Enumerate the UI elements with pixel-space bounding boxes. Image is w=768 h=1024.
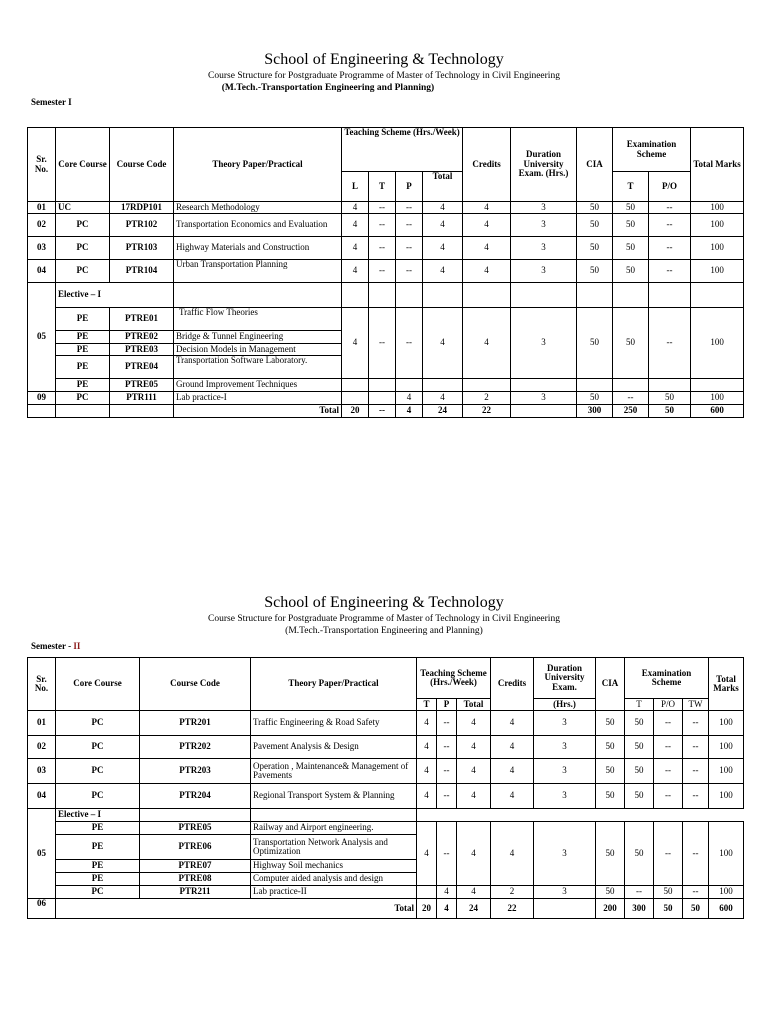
duration-cell: 3 xyxy=(534,711,596,736)
semester-prefix: Semester - xyxy=(31,641,74,651)
table-row xyxy=(28,886,744,899)
exam-t-cell: -- xyxy=(613,392,649,405)
elective-name: Bridge & Tunnel Engineering xyxy=(174,331,342,344)
sr-cell: 09 xyxy=(28,392,56,405)
elective-core: PE xyxy=(56,308,110,331)
header-duration: Duration University Exam. xyxy=(534,658,596,699)
code-cell: PTR104 xyxy=(110,260,174,283)
elective-code: PTRE03 xyxy=(110,344,174,356)
duration-cell: 3 xyxy=(511,260,577,283)
credits-cell: 4 xyxy=(491,711,534,736)
header-teaching: Teaching Scheme (Hrs./Week) xyxy=(417,658,491,699)
sr-cell: 04 xyxy=(28,260,56,283)
exam-t-cell: 50 xyxy=(625,759,654,784)
header-total: Total xyxy=(457,699,491,711)
exam-tw-cell: -- xyxy=(683,759,709,784)
marks-cell: 100 xyxy=(709,711,744,736)
core-cell: PC xyxy=(56,237,110,260)
duration-cell: 3 xyxy=(511,202,577,214)
t-cell: -- xyxy=(369,202,396,214)
duration-cell: 3 xyxy=(534,759,596,784)
page2-title: School of Engineering & Technology xyxy=(264,594,504,611)
header-sr: Sr. No. xyxy=(28,128,56,202)
header-credits: Credits xyxy=(491,658,534,711)
credits-cell: 4 xyxy=(463,237,511,260)
p-cell: 4 xyxy=(437,886,457,899)
header-teaching: Teaching Scheme (Hrs./Week) xyxy=(342,128,463,172)
credits-cell: 4 xyxy=(491,759,534,784)
total-cell: 4 xyxy=(457,711,491,736)
core-cell: UC xyxy=(56,202,110,214)
exam-po-cell: -- xyxy=(654,736,683,759)
course-name: Highway Materials and Construction xyxy=(174,237,342,260)
p-cell: -- xyxy=(437,736,457,759)
elective-label: Elective – I xyxy=(56,809,140,822)
t-cell: 4 xyxy=(417,736,437,759)
elective-code: PTRE02 xyxy=(110,331,174,344)
elective-marks: 100 xyxy=(709,822,744,886)
elective-name: Traffic Flow Theories xyxy=(174,308,342,331)
marks-cell: 100 xyxy=(709,886,744,899)
totals-t: 20 xyxy=(417,899,437,919)
core-cell: PC xyxy=(56,736,140,759)
duration-cell: 3 xyxy=(511,392,577,405)
elective-l: 4 xyxy=(342,308,369,379)
code-cell: PTR103 xyxy=(110,237,174,260)
exam-po-cell: -- xyxy=(654,759,683,784)
t-cell: 4 xyxy=(417,711,437,736)
credits-cell: 4 xyxy=(463,202,511,214)
course-name: Regional Transport System & Planning xyxy=(251,784,417,809)
totals-p: 4 xyxy=(396,405,423,418)
l-cell: 4 xyxy=(342,237,369,260)
exam-t-cell: 50 xyxy=(613,237,649,260)
exam-t-cell: 50 xyxy=(613,214,649,237)
credits-cell: 4 xyxy=(463,260,511,283)
elective-t: 4 xyxy=(417,822,437,886)
elective-core: PE xyxy=(56,356,110,379)
core-cell: PC xyxy=(56,392,110,405)
elective-total: 4 xyxy=(423,308,463,379)
page2-subtitle: Course Structure for Postgraduate Programme of Master of Technology in Civil Engineering xyxy=(208,614,560,624)
header-code: Course Code xyxy=(110,128,174,202)
cia-cell: 50 xyxy=(577,392,613,405)
header-theory: Theory Paper/Practical xyxy=(174,128,342,202)
header-total-marks: Total Marks xyxy=(691,128,744,202)
course-name: Lab practice-II xyxy=(251,886,417,899)
totals-exam-po: 50 xyxy=(649,405,691,418)
l-cell: 4 xyxy=(342,260,369,283)
core-cell: PC xyxy=(56,784,140,809)
table-row xyxy=(28,392,744,405)
elective-core: PE xyxy=(56,331,110,344)
exam-po-cell: 50 xyxy=(654,886,683,899)
exam-tw-cell: -- xyxy=(683,886,709,899)
header-t: T xyxy=(417,699,437,711)
exam-t-cell: 50 xyxy=(613,202,649,214)
marks-cell: 100 xyxy=(691,237,744,260)
totals-t: -- xyxy=(369,405,396,418)
semester2-table xyxy=(27,657,744,919)
header-l: L xyxy=(342,172,369,202)
elective-cia: 50 xyxy=(577,308,613,379)
l-cell: 4 xyxy=(342,214,369,237)
header-core: Core Course xyxy=(56,128,110,202)
code-cell: PTR102 xyxy=(110,214,174,237)
elective-exam-po: -- xyxy=(654,822,683,886)
header-cia: CIA xyxy=(596,658,625,711)
elective-name: Transportation Software Laboratory. xyxy=(174,356,342,379)
duration-cell: 3 xyxy=(534,886,596,899)
header-exam: Examination Scheme xyxy=(625,658,709,699)
p-cell: 4 xyxy=(396,392,423,405)
header-p: P xyxy=(437,699,457,711)
header-credits: Credits xyxy=(463,128,511,202)
exam-po-cell: -- xyxy=(649,202,691,214)
header-total-marks: Total Marks xyxy=(709,658,744,711)
elective-credits: 4 xyxy=(463,308,511,379)
course-name: Operation , Maintenance& Management of Pavements xyxy=(251,759,417,784)
totals-label: Total xyxy=(174,405,342,418)
p-cell: -- xyxy=(396,260,423,283)
exam-po-cell: -- xyxy=(649,260,691,283)
elective-total: 4 xyxy=(457,822,491,886)
table-row xyxy=(28,759,744,784)
elective-marks: 100 xyxy=(691,308,744,379)
sr-cell: 01 xyxy=(28,202,56,214)
totals-l: 20 xyxy=(342,405,369,418)
header-exam-po: P/O xyxy=(654,699,683,711)
elective-exam-po: -- xyxy=(649,308,691,379)
elective-duration: 3 xyxy=(534,822,596,886)
header-t: T xyxy=(369,172,396,202)
code-cell: PTR202 xyxy=(140,736,251,759)
cia-cell: 50 xyxy=(596,886,625,899)
elective-code: PTRE05 xyxy=(140,822,251,835)
course-name: Transportation Economics and Evaluation xyxy=(174,214,342,237)
code-cell: PTR203 xyxy=(140,759,251,784)
exam-po-cell: -- xyxy=(654,784,683,809)
cia-cell: 50 xyxy=(596,784,625,809)
totals-row xyxy=(28,405,744,418)
elective-core: PE xyxy=(56,860,140,873)
header-p: P xyxy=(396,172,423,202)
credits-cell: 2 xyxy=(463,392,511,405)
elective-label: Elective – I xyxy=(56,283,174,308)
lab-sr: 06 xyxy=(28,899,56,919)
sr-cell: 02 xyxy=(28,214,56,237)
table-row xyxy=(28,260,744,283)
exam-tw-cell: -- xyxy=(683,711,709,736)
total-cell: 4 xyxy=(457,886,491,899)
p-cell: -- xyxy=(437,711,457,736)
elective-name: Computer aided analysis and design xyxy=(251,873,417,886)
cia-cell: 50 xyxy=(577,202,613,214)
core-cell: PC xyxy=(56,260,110,283)
sr-cell: 01 xyxy=(28,711,56,736)
total-cell: 4 xyxy=(423,260,463,283)
exam-po-cell: -- xyxy=(654,711,683,736)
page1-title: School of Engineering & Technology xyxy=(264,51,504,68)
p-cell: -- xyxy=(396,214,423,237)
totals-cia: 300 xyxy=(577,405,613,418)
elective-exam-t: 50 xyxy=(613,308,649,379)
p-cell: -- xyxy=(437,759,457,784)
cia-cell: 50 xyxy=(577,260,613,283)
code-cell: 17RDP101 xyxy=(110,202,174,214)
totals-exam-t: 250 xyxy=(613,405,649,418)
l-cell: 4 xyxy=(342,202,369,214)
page2-semester xyxy=(31,641,80,651)
table-row xyxy=(28,711,744,736)
duration-cell: 3 xyxy=(511,214,577,237)
exam-po-cell: 50 xyxy=(649,392,691,405)
exam-t-cell: -- xyxy=(625,886,654,899)
core-cell: PC xyxy=(56,886,140,899)
semester1-table xyxy=(27,127,744,418)
credits-cell: 4 xyxy=(463,214,511,237)
elective-code: PTRE04 xyxy=(110,356,174,379)
header-theory: Theory Paper/Practical xyxy=(251,658,417,711)
list-item xyxy=(28,308,744,331)
header-exam-t: T xyxy=(613,172,649,202)
list-item xyxy=(28,822,744,835)
marks-cell: 100 xyxy=(691,392,744,405)
elective-name: Railway and Airport engineering. xyxy=(251,822,417,835)
header-exam-t: T xyxy=(625,699,654,711)
sr-cell: 04 xyxy=(28,784,56,809)
marks-cell: 100 xyxy=(709,736,744,759)
elective-p: -- xyxy=(396,308,423,379)
code-cell: PTR204 xyxy=(140,784,251,809)
page1-subtitle: Course Structure for Postgraduate Programme of Master of Technology in Civil Engineering xyxy=(208,71,560,81)
exam-tw-cell: -- xyxy=(683,736,709,759)
cia-cell: 50 xyxy=(596,711,625,736)
marks-cell: 100 xyxy=(691,202,744,214)
elective-cia: 50 xyxy=(596,822,625,886)
credits-cell: 4 xyxy=(491,736,534,759)
header-exam-po: P/O xyxy=(649,172,691,202)
total-cell: 4 xyxy=(457,759,491,784)
code-cell: PTR211 xyxy=(140,886,251,899)
cia-cell: 50 xyxy=(577,237,613,260)
elective-p: -- xyxy=(437,822,457,886)
elective-code: PTRE05 xyxy=(110,379,174,392)
totals-total: 24 xyxy=(457,899,491,919)
credits-cell: 2 xyxy=(491,886,534,899)
elective-code: PTRE08 xyxy=(140,873,251,886)
code-cell: PTR201 xyxy=(140,711,251,736)
course-name: Traffic Engineering & Road Safety xyxy=(251,711,417,736)
total-cell: 4 xyxy=(423,202,463,214)
t-cell: 4 xyxy=(417,759,437,784)
total-cell: 4 xyxy=(457,736,491,759)
header-core: Core Course xyxy=(56,658,140,711)
exam-t-cell: 50 xyxy=(625,711,654,736)
duration-cell: 3 xyxy=(534,784,596,809)
exam-po-cell: -- xyxy=(649,214,691,237)
marks-cell: 100 xyxy=(709,784,744,809)
total-cell: 4 xyxy=(457,784,491,809)
exam-po-cell: -- xyxy=(649,237,691,260)
elective-code: PTRE01 xyxy=(110,308,174,331)
elective-core: PE xyxy=(56,379,110,392)
t-cell: -- xyxy=(369,214,396,237)
header-duration-hrs: (Hrs.) xyxy=(534,699,596,711)
totals-exam-tw: 50 xyxy=(683,899,709,919)
marks-cell: 100 xyxy=(691,214,744,237)
semester-roman: II xyxy=(73,641,81,651)
header-exam: Examination Scheme xyxy=(613,128,691,172)
elective-sr: 05 xyxy=(28,283,56,392)
elective-name: Transportation Network Analysis and Optimization xyxy=(251,835,417,860)
course-name: Research Methodology xyxy=(174,202,342,214)
page2-program: (M.Tech.-Transportation Engineering and Planning) xyxy=(285,626,483,636)
header-exam-tw: TW xyxy=(683,699,709,711)
table-row xyxy=(28,202,744,214)
sr-cell: 03 xyxy=(28,237,56,260)
totals-label: Total xyxy=(56,899,417,919)
p-cell: -- xyxy=(396,237,423,260)
total-cell: 4 xyxy=(423,237,463,260)
table-row xyxy=(28,784,744,809)
t-cell: 4 xyxy=(417,784,437,809)
header-duration: Duration University Exam. (Hrs.) xyxy=(511,128,577,202)
course-name: Pavement Analysis & Design xyxy=(251,736,417,759)
totals-credits: 22 xyxy=(463,405,511,418)
elective-header-row xyxy=(28,283,744,308)
t-cell: -- xyxy=(369,260,396,283)
elective-exam-t: 50 xyxy=(625,822,654,886)
core-cell: PC xyxy=(56,214,110,237)
header-sr: Sr. No. xyxy=(28,658,56,711)
elective-t: -- xyxy=(369,308,396,379)
cia-cell: 50 xyxy=(596,736,625,759)
totals-credits: 22 xyxy=(491,899,534,919)
table-row xyxy=(28,237,744,260)
elective-core: PE xyxy=(56,344,110,356)
table-row xyxy=(28,736,744,759)
duration-cell: 3 xyxy=(511,237,577,260)
elective-core: PE xyxy=(56,873,140,886)
code-cell: PTR111 xyxy=(110,392,174,405)
totals-exam-po: 50 xyxy=(654,899,683,919)
header-code: Course Code xyxy=(140,658,251,711)
exam-t-cell: 50 xyxy=(625,736,654,759)
elective-name: Ground Improvement Techniques xyxy=(174,379,342,392)
list-item xyxy=(28,379,744,392)
exam-tw-cell: -- xyxy=(683,784,709,809)
elective-duration: 3 xyxy=(511,308,577,379)
header-total: Total xyxy=(423,172,463,202)
total-cell: 4 xyxy=(423,392,463,405)
page1-semester: Semester I xyxy=(31,97,72,107)
cia-cell: 50 xyxy=(577,214,613,237)
page1-program: (M.Tech.-Transportation Engineering and Planning) xyxy=(221,83,435,93)
credits-cell: 4 xyxy=(491,784,534,809)
t-cell: -- xyxy=(369,237,396,260)
elective-name: Decision Models in Management xyxy=(174,344,342,356)
cia-cell: 50 xyxy=(596,759,625,784)
totals-total: 24 xyxy=(423,405,463,418)
table-row xyxy=(28,214,744,237)
elective-core: PE xyxy=(56,835,140,860)
elective-header-row xyxy=(28,809,744,822)
core-cell: PC xyxy=(56,711,140,736)
totals-exam-t: 300 xyxy=(625,899,654,919)
elective-credits: 4 xyxy=(491,822,534,886)
exam-t-cell: 50 xyxy=(625,784,654,809)
duration-cell: 3 xyxy=(534,736,596,759)
exam-t-cell: 50 xyxy=(613,260,649,283)
marks-cell: 100 xyxy=(691,260,744,283)
elective-exam-tw: -- xyxy=(683,822,709,886)
sr-cell: 02 xyxy=(28,736,56,759)
totals-p: 4 xyxy=(437,899,457,919)
elective-sr: 05 xyxy=(28,809,56,899)
elective-code: PTRE06 xyxy=(140,835,251,860)
p-cell: -- xyxy=(437,784,457,809)
course-name: Urban Transportation Planning xyxy=(174,260,342,283)
totals-marks: 600 xyxy=(709,899,744,919)
marks-cell: 100 xyxy=(709,759,744,784)
header-cia: CIA xyxy=(577,128,613,202)
course-name: Lab practice-I xyxy=(174,392,342,405)
sr-cell: 03 xyxy=(28,759,56,784)
total-cell: 4 xyxy=(423,214,463,237)
elective-name: Highway Soil mechanics xyxy=(251,860,417,873)
core-cell: PC xyxy=(56,759,140,784)
totals-row xyxy=(28,899,744,919)
totals-cia: 200 xyxy=(596,899,625,919)
elective-code: PTRE07 xyxy=(140,860,251,873)
elective-core: PE xyxy=(56,822,140,835)
p-cell: -- xyxy=(396,202,423,214)
totals-marks: 600 xyxy=(691,405,744,418)
